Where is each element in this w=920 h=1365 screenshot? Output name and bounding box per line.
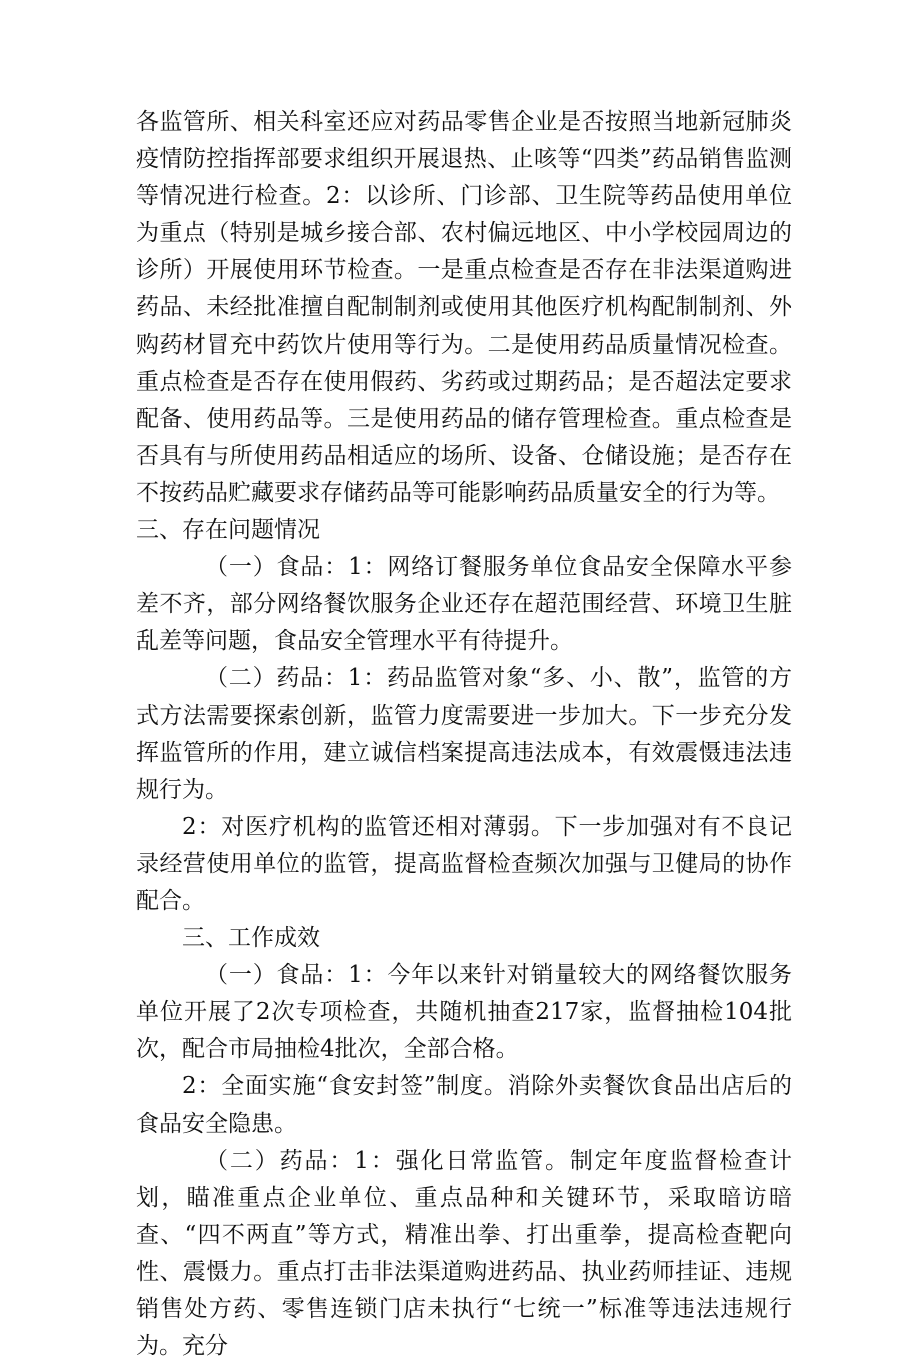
paragraph-problems-medical-institutions: 2：对医疗机构的监管还相对薄弱。下一步加强对有不良记录经营使用单位的监管，提高监督检查频次加强与卫健局的协作配合。 bbox=[136, 813, 792, 914]
document-body bbox=[136, 104, 792, 1365]
heading-work-results: 三、工作成效 bbox=[182, 925, 320, 952]
paragraph-results-food-seal: 2：全面实施“食安封签”制度。消除外卖餐饮食品出店后的食品安全隐患。 bbox=[136, 1073, 792, 1137]
paragraph-results-drugs-supervision: （二）药品：1：强化日常监管。制定年度监督检查计划，瞄准重点企业单位、重点品种和关键环节，采取暗访暗查、“四不两直”等方式，精准出拳、打出重拳，提高检查靶向性、震慑力。重点打击非法渠道购进药品、执业药师挂证、违规销售处方药、零售连锁门店未执行“七统一”标准等违法违规行为。充分 bbox=[136, 1147, 792, 1360]
paragraph-problems-food: （一）食品：1：网络订餐服务单位食品安全保障水平参差不齐，部分网络餐饮服务企业还存在超范围经营、环境卫生脏乱差等问题，食品安全管理水平有待提升。 bbox=[136, 554, 792, 655]
paragraph-drug-retail-and-use-inspection: 各监管所、相关科室还应对药品零售企业是否按照当地新冠肺炎疫情防控指挥部要求组织开展退热、止咳等“四类”药品销售监测等情况进行检查。2：以诊所、门诊部、卫生院等药品使用单位为重点（特别是城乡接合部、农村偏远地区、中小学校园周边的诊所）开展使用环节检查。一是重点检查是否存在非法渠道购进药品、未经批准擅自配制制剂或使用其他医疗机构配制制剂、外购药材冒充中药饮片使用等行为。二是使用药品质量情况检查。重点检查是否存在使用假药、劣药或过期药品；是否超法定要求配备、使用药品等。三是使用药品的储存管理检查。重点检查是否具有与所使用药品相适应的场所、设备、仓储设施；是否存在不按药品贮藏要求存储药品等可能影响药品质量安全的行为等。 bbox=[136, 109, 792, 506]
paragraph-problems-drugs: （二）药品：1：药品监管对象“多、小、散”，监管的方式方法需要探索创新，监管力度需要进一步加大。下一步充分发挥监管所的作用，建立诚信档案提高违法成本，有效震慑违法违规行为。 bbox=[136, 665, 792, 803]
paragraph-results-food-inspections: （一）食品：1：今年以来针对销量较大的网络餐饮服务单位开展了2次专项检查，共随机抽查217家，监督抽检104批次，配合市局抽检4批次，全部合格。 bbox=[136, 962, 792, 1063]
heading-existing-problems: 三、存在问题情况 bbox=[136, 517, 320, 544]
